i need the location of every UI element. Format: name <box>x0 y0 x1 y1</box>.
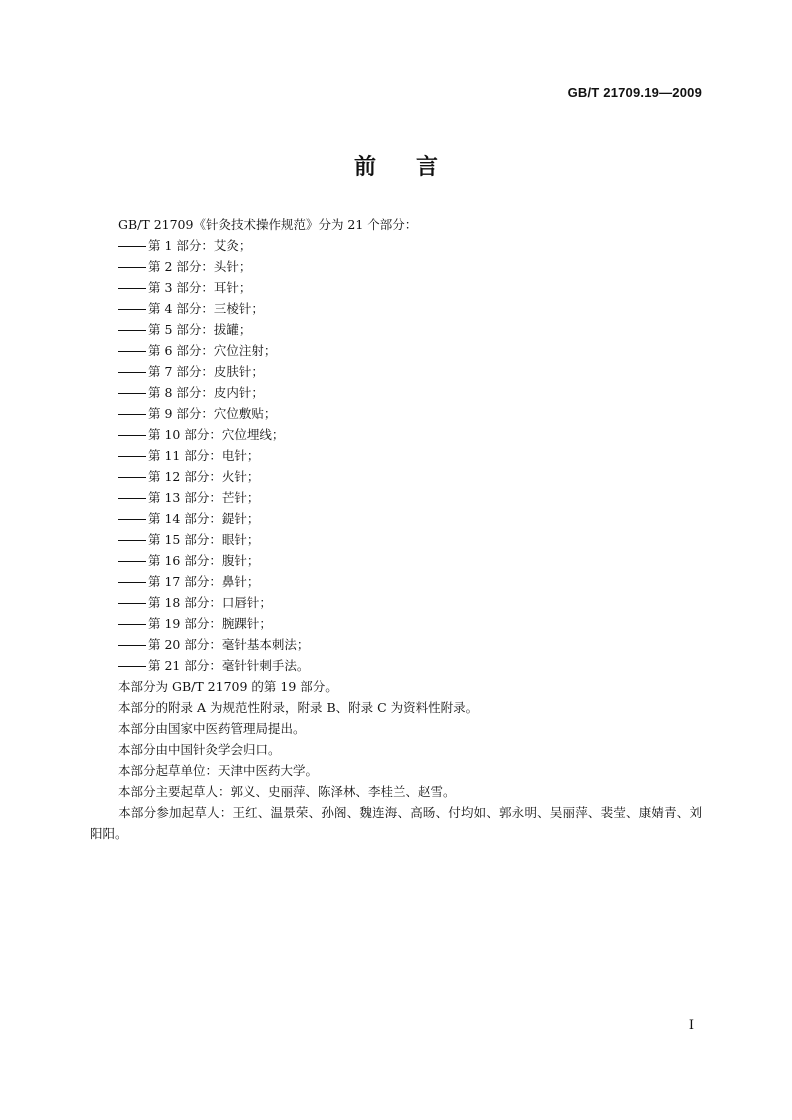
list-item: 第 7 部分：皮肤针； <box>90 361 702 382</box>
list-item: 第 8 部分：皮内针； <box>90 382 702 403</box>
document-body <box>90 214 702 844</box>
list-item: 第 2 部分：头针； <box>90 256 702 277</box>
list-item: 第 17 部分：鼻针； <box>90 571 702 592</box>
dash-mark <box>118 498 146 499</box>
dash-mark <box>118 372 146 373</box>
page-number: I <box>688 1018 694 1033</box>
list-item: 第 6 部分：穴位注射； <box>90 340 702 361</box>
dash-mark <box>118 561 146 562</box>
dash-mark <box>118 309 146 310</box>
dash-mark <box>118 267 146 268</box>
list-item: 第 19 部分：腕踝针； <box>90 613 702 634</box>
dash-mark <box>118 540 146 541</box>
dash-mark <box>118 351 146 352</box>
dash-mark <box>118 288 146 289</box>
statement-appendices: 本部分的附录 A 为规范性附录，附录 B、附录 C 为资料性附录。 <box>118 700 479 715</box>
dash-mark <box>118 666 146 667</box>
dash-mark <box>118 582 146 583</box>
dash-mark <box>118 477 146 478</box>
list-item: 第 18 部分：口唇针； <box>90 592 702 613</box>
list-item: 第 20 部分：毫针基本刺法； <box>90 634 702 655</box>
dash-mark <box>118 435 146 436</box>
dash-mark <box>118 246 146 247</box>
title-char-1: 前 <box>353 155 376 180</box>
list-item: 第 21 部分：毫针针刺手法。 <box>90 655 702 676</box>
standard-code: GB/T 21709.19—2009 <box>567 85 702 100</box>
dash-mark <box>118 330 146 331</box>
intro-paragraph: GB/T 21709《针灸技术操作规范》分为 21 个部分： <box>118 217 418 232</box>
dash-mark <box>118 456 146 457</box>
statement-administration: 本部分由中国针灸学会归口。 <box>118 742 281 757</box>
list-item: 第 16 部分：腹针； <box>90 550 702 571</box>
list-item: 第 5 部分：拔罐； <box>90 319 702 340</box>
statement-main-drafters: 本部分主要起草人：郭义、史丽萍、陈泽林、李桂兰、赵雪。 <box>118 784 456 799</box>
list-item: 第 9 部分：穴位敷贴； <box>90 403 702 424</box>
dash-mark <box>118 393 146 394</box>
statement-participating-drafters: 本部分参加起草人：王红、温景荣、孙阁、魏连海、高旸、付均如、郭永明、吴丽萍、裴莹、康婧青、刘阳阳。 <box>90 805 702 841</box>
dash-mark <box>118 414 146 415</box>
parts-list <box>90 235 702 676</box>
list-item: 第 12 部分：火针； <box>90 466 702 487</box>
list-item: 第 11 部分：电针； <box>90 445 702 466</box>
dash-mark <box>118 624 146 625</box>
list-item: 第 10 部分：穴位埋线； <box>90 424 702 445</box>
statement-drafting-unit: 本部分起草单位：天津中医药大学。 <box>118 763 319 778</box>
dash-mark <box>118 603 146 604</box>
list-item: 第 1 部分：艾灸； <box>90 235 702 256</box>
dash-mark <box>118 645 146 646</box>
list-item: 第 14 部分：鍉针； <box>90 508 702 529</box>
page-title <box>0 150 792 181</box>
statement-proposer: 本部分由国家中医药管理局提出。 <box>118 721 306 736</box>
list-item: 第 15 部分：眼针； <box>90 529 702 550</box>
statement-part-number: 本部分为 GB/T 21709 的第 19 部分。 <box>118 679 338 694</box>
list-item: 第 13 部分：芒针； <box>90 487 702 508</box>
list-item: 第 3 部分：耳针； <box>90 277 702 298</box>
dash-mark <box>118 519 146 520</box>
title-char-2: 言 <box>416 155 439 180</box>
list-item: 第 4 部分：三棱针； <box>90 298 702 319</box>
